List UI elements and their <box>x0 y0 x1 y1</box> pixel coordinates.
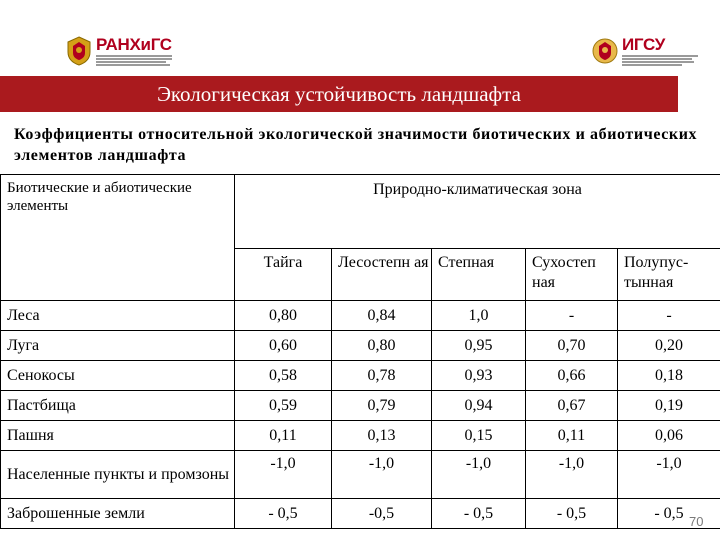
cell-value: 0,84 <box>332 301 432 331</box>
cell-value: -1,0 <box>526 451 618 499</box>
cell-value: 0,93 <box>432 361 526 391</box>
cell-value: 0,18 <box>618 361 720 391</box>
cell-value: -1,0 <box>432 451 526 499</box>
row-label: Пашня <box>1 421 235 451</box>
ranepa-logo-subtext <box>96 54 172 66</box>
zone-header-forest-steppe: Лесостепн ая <box>332 249 432 301</box>
cell-value: 0,60 <box>235 331 332 361</box>
zone-header-taiga: Тайга <box>235 249 332 301</box>
table-row <box>1 301 720 331</box>
cell-value: -1,0 <box>235 451 332 499</box>
cell-value: 0,15 <box>432 421 526 451</box>
table-row <box>1 421 720 451</box>
cell-value: 0,78 <box>332 361 432 391</box>
cell-value: 0,59 <box>235 391 332 421</box>
page-number: 70 <box>689 514 704 529</box>
row-label: Луга <box>1 331 235 361</box>
cell-value: -1,0 <box>618 451 720 499</box>
table-row <box>1 451 720 499</box>
cell-value: 0,06 <box>618 421 720 451</box>
coefficients-table <box>0 174 720 529</box>
cell-value: -0,5 <box>332 499 432 529</box>
ranepa-emblem-icon <box>66 36 92 66</box>
igsu-logo-text: ИГСУ <box>622 35 666 54</box>
cell-value: - 0,5 <box>618 499 720 529</box>
slide-title-banner <box>0 76 678 112</box>
cell-value: 0,13 <box>332 421 432 451</box>
header-zone-group: Природно-климатическая зона <box>235 175 720 249</box>
table-row <box>1 331 720 361</box>
zone-header-steppe: Степная <box>432 249 526 301</box>
cell-value: -1,0 <box>332 451 432 499</box>
cell-value: 0,80 <box>332 331 432 361</box>
table-row <box>1 391 720 421</box>
cell-value: - 0,5 <box>526 499 618 529</box>
table-row <box>1 361 720 391</box>
slide-subtitle: Коэффициенты относительной экологической значимости биотических и абиотических элементов ландшафта <box>14 126 698 164</box>
cell-value: - <box>526 301 618 331</box>
zone-header-dry-steppe: Сухостеп ная <box>526 249 618 301</box>
ranepa-logo <box>66 34 172 68</box>
cell-value: 0,95 <box>432 331 526 361</box>
row-label: Населенные пункты и промзоны <box>1 451 235 499</box>
cell-value: 0,70 <box>526 331 618 361</box>
table-row <box>1 499 720 529</box>
igsu-logo <box>592 34 698 68</box>
cell-value: 0,66 <box>526 361 618 391</box>
slide-title: Экологическая устойчивость ландшафта <box>157 81 521 106</box>
cell-value: - 0,5 <box>235 499 332 529</box>
header-elements: Биотические и абиотические элементы <box>1 175 235 301</box>
cell-value: 0,20 <box>618 331 720 361</box>
row-label: Сенокосы <box>1 361 235 391</box>
cell-value: 0,67 <box>526 391 618 421</box>
cell-value: 0,11 <box>235 421 332 451</box>
zone-header-semidesert: Полупус- тынная <box>618 249 720 301</box>
cell-value: 1,0 <box>432 301 526 331</box>
row-label: Леса <box>1 301 235 331</box>
cell-value: - <box>618 301 720 331</box>
cell-value: 0,79 <box>332 391 432 421</box>
cell-value: 0,94 <box>432 391 526 421</box>
cell-value: - 0,5 <box>432 499 526 529</box>
cell-value: 0,58 <box>235 361 332 391</box>
igsu-logo-subtext <box>622 54 698 66</box>
cell-value: 0,80 <box>235 301 332 331</box>
ranepa-logo-text: РАНХиГС <box>96 35 172 54</box>
cell-value: 0,19 <box>618 391 720 421</box>
igsu-emblem-icon <box>592 36 618 66</box>
row-label: Пастбища <box>1 391 235 421</box>
cell-value: 0,11 <box>526 421 618 451</box>
row-label: Заброшенные земли <box>1 499 235 529</box>
